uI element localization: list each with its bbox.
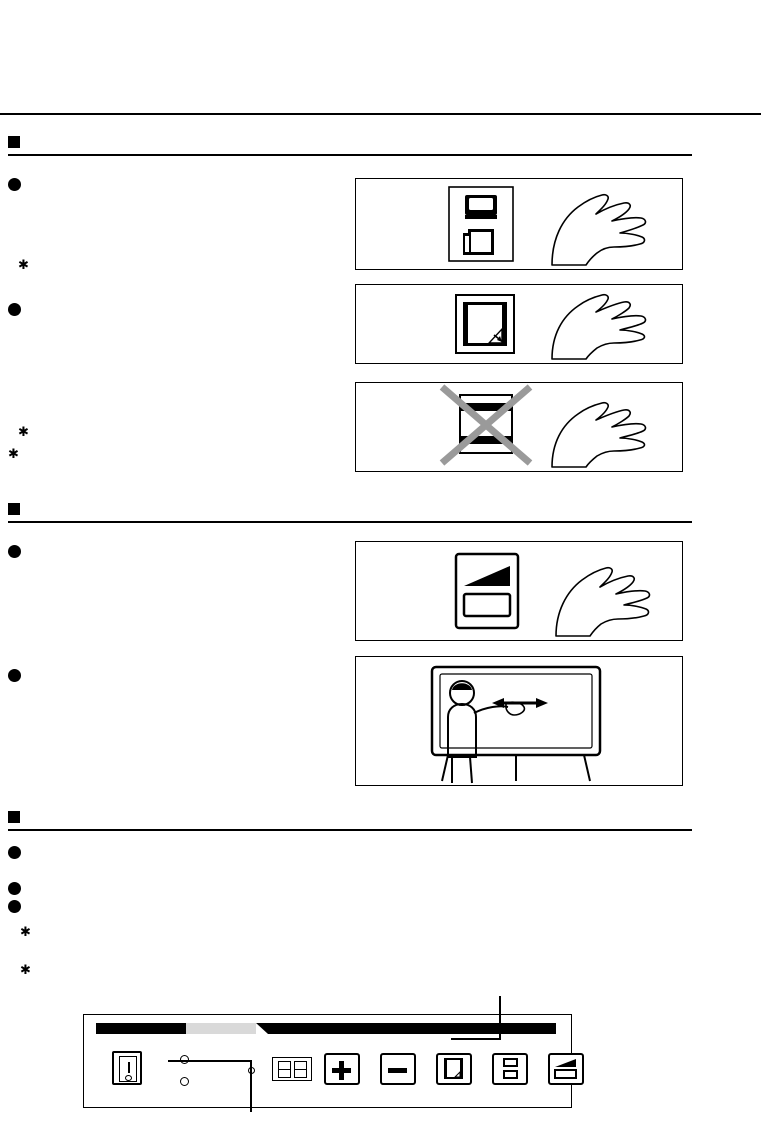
single-copy-button[interactable] (436, 1053, 472, 1085)
section-rule (8, 154, 692, 156)
plus-icon (339, 1061, 344, 1080)
bullet-icon (8, 545, 21, 558)
panel-band-block (96, 1023, 186, 1034)
panel-band (96, 1023, 556, 1034)
minus-button[interactable] (380, 1053, 416, 1085)
power-switch-rocker (119, 1056, 137, 1082)
single-copy-icon (438, 1055, 469, 1082)
bullet-icon (8, 846, 21, 859)
section-heading-2 (8, 501, 692, 523)
paper-feed-icon (494, 1055, 525, 1082)
section-rule (8, 521, 692, 523)
digit-ones (294, 1061, 307, 1078)
digit-tens (278, 1061, 291, 1078)
section-marker-icon (8, 811, 20, 823)
copy-quantity-display (272, 1057, 312, 1081)
asterisk-icon: ✱ (18, 424, 29, 439)
panel-band-block (256, 1023, 556, 1034)
section-marker-icon (8, 503, 20, 515)
plus-button[interactable] (324, 1053, 360, 1085)
figure-original-and-copy-stack-with-hand (355, 178, 683, 270)
bullet-icon (8, 882, 21, 895)
paper-feed-button[interactable] (492, 1053, 528, 1085)
bullet-icon (8, 900, 21, 913)
figure-single-sheet-curl-with-hand (355, 284, 683, 364)
header-divider (0, 113, 761, 115)
power-on-mark-icon (128, 1062, 130, 1073)
asterisk-icon: ✱ (18, 257, 29, 272)
section-marker-icon (8, 136, 20, 148)
prohibited-sheet-illustration (356, 383, 682, 471)
power-switch[interactable] (112, 1051, 142, 1085)
bullet-icon (8, 303, 21, 316)
figure-person-at-whiteboard (355, 656, 683, 786)
figure-density-button-with-hand (355, 541, 683, 641)
minus-icon (388, 1068, 407, 1073)
figure-prohibited-sheet-with-hand (355, 382, 683, 472)
section-rule (8, 829, 692, 831)
density-button-illustration (356, 542, 682, 640)
original-and-copy-stack-illustration (356, 179, 682, 269)
callout-leader-upper-horizontal (451, 1038, 499, 1040)
section-heading-1 (8, 134, 692, 156)
callout-leader-upper (499, 996, 501, 1040)
single-sheet-curl-illustration (356, 285, 682, 363)
power-off-mark-icon (125, 1075, 132, 1081)
asterisk-icon: ✱ (8, 446, 19, 461)
callout-leader-lower (250, 1060, 252, 1112)
asterisk-icon: ✱ (20, 962, 31, 977)
bullet-icon (8, 178, 21, 191)
density-button[interactable] (548, 1053, 584, 1085)
density-icon (550, 1055, 581, 1082)
person-at-whiteboard-illustration (356, 657, 682, 785)
bullet-icon (8, 669, 21, 682)
asterisk-icon: ✱ (20, 924, 31, 939)
section-heading-3 (8, 809, 692, 831)
header-text (20, 28, 720, 98)
callout-leader-lower-horizontal (168, 1060, 250, 1062)
panel-band-block (186, 1023, 256, 1034)
indicator-lamp-lower (180, 1077, 189, 1086)
